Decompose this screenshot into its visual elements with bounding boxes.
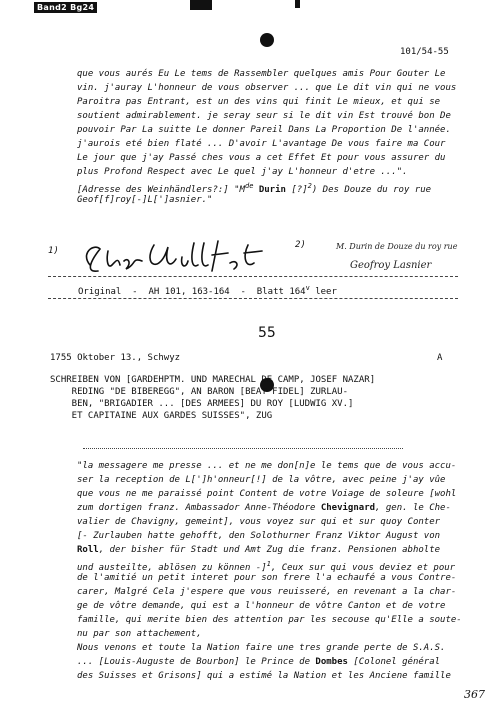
body-name: Roll (77, 545, 99, 555)
body-line: Nous venons et toute la Nation faire une tres grande perte de S.A.S. (77, 643, 446, 653)
body-text: , Ceux sur qui vous deviez et pour (270, 563, 456, 573)
archive-reference: 101/54-55 (400, 47, 449, 57)
heading-line: SCHREIBEN VON [GARDEHPTM. UND MARECHAL DE CAMP, JOSEF NAZAR] (50, 375, 376, 385)
body-line: ser la reception de L[']h'onneur[!] de la vôtre, avec peine j'ay vûe (77, 475, 446, 485)
body-line: nu par son attachement, (77, 629, 202, 639)
address-pre: [Adresse des Weinhändlers?:] "M (77, 185, 245, 195)
body-name: Dombes (315, 657, 348, 667)
letter-line: pouvoir Par La suitte Le donner Pareil Dans La Proportion De l'année. (77, 125, 451, 135)
body-line: de l'amitié un petit interet pour son frere l'a echaufé a vous Contre- (77, 573, 457, 583)
document-tag: Band2 Bg24 (34, 2, 97, 13)
signature-note-2: 2) (295, 240, 306, 250)
body-line (77, 656, 440, 668)
letter-line: plus Profond Respect avec Le quel j'ay L'honneur d'etre ...". (77, 167, 408, 177)
letter-line: vin. j'auray L'honneur de vous observer ... que Le dit vin qui ne vous (77, 83, 457, 93)
letter-line: j'aurois eté bien flaté ... D'avoir L'avantage De vous faire ma Cour (77, 139, 446, 149)
address-line: Geof[f]roy[-]L[']asnier." (77, 195, 213, 205)
page-number: 367 (464, 688, 485, 701)
body-text: und austeilte, ablösen zu können -] (77, 563, 267, 573)
scan-mark (190, 0, 212, 10)
body-text: , gen. le Che- (375, 503, 451, 513)
heading-line: REDING "DE BIBEREGG", AN BARON [BEAT FIDEL] ZURLAU- (50, 387, 349, 397)
body-line (77, 544, 440, 556)
letter-line: que vous aurés Eu Le tems de Rassembler quelques amis Pour Gouter Le (77, 69, 446, 79)
body-line: [- Zurlauben hatte gehofft, den Solothurner Franz Viktor August von (77, 531, 441, 541)
body-line: famille, qui merite bien des attention par les secouse qu'Elle a soute- (77, 615, 462, 625)
handwritten-address-line1: M. Durin de Douze du roy rue (336, 242, 458, 251)
address-tail: ) Des Douze du roy rue (311, 185, 432, 195)
original-note (78, 282, 337, 298)
body-text: ... [Louis-Auguste de Bourbon] le Prince de (77, 657, 316, 667)
divider (48, 298, 458, 299)
body-text: zum dortigen franz. Ambassador Anne-Théodore (77, 503, 321, 513)
body-line: valier de Chavigny, gemeint], vous voyez sur qui et sur quoy Conter (77, 517, 441, 527)
heading-line: ET CAPITAINE AUX GARDES SUISSES", ZUG (50, 411, 273, 421)
body-line: ge de vôtre demande, qui est a l'honneur de vôtre Canton et de votre (77, 601, 446, 611)
divider (83, 448, 403, 449)
address-name: Durin (258, 185, 286, 195)
letter-line: Le jour que j'ay Passé ches vous a cet Effet Et pour vous assurer du (77, 153, 446, 163)
date-line: 1755 Oktober 13., Schwyz (50, 353, 181, 363)
body-line (77, 502, 451, 514)
date-marker: A (437, 353, 443, 363)
handwritten-address-line2: Geofroy Lasnier (350, 260, 432, 271)
original-tail: leer (309, 287, 337, 297)
address-sup: de (244, 182, 254, 190)
body-line: que vous ne me paraissé point Content de votre Voiage de soleure [wohl (77, 489, 457, 499)
scan-mark-small (295, 0, 300, 8)
footnote-marker: 1 (266, 560, 271, 568)
original-sup: v (305, 284, 310, 292)
body-text: [Colonel général (347, 657, 441, 667)
body-text: , der bisher für Stadt und Amt Zug die franz. Pensionen abholte (98, 545, 441, 555)
document-number: 55 (258, 325, 276, 341)
handwritten-signature (72, 235, 272, 285)
body-name: Chevignard (320, 503, 376, 513)
punch-hole-top (260, 33, 274, 47)
letter-line: soutient admirablement. je seray seur si le dit vin Est trouvé bon De (77, 111, 451, 121)
body-line: des Suisses et Grisons] qui a estimé la Nation et les Anciene famille (77, 671, 451, 681)
original-text: Original - AH 101, 163-164 - Blatt 164 (78, 287, 306, 297)
divider (48, 276, 458, 277)
body-line: carer, Malgré Cela j'espere que vous reuisseré, en revenant a la char- (77, 587, 457, 597)
handwritten-address (310, 236, 490, 278)
body-line: "la messagere me presse ... et ne me don[n]e le tems que de vous accu- (77, 461, 457, 471)
letter-line: Paroitra pas Entrant, est un des vins qui finit Le mieux, et qui se (77, 97, 441, 107)
address-sup2: 2 (307, 182, 312, 190)
heading-line: BEN, "BRIGADIER ... [DES ARMEES] DU ROY [LUDWIG XV.] (50, 399, 354, 409)
address-post: [?] (285, 185, 308, 195)
signature-note-1: 1) (48, 246, 59, 256)
